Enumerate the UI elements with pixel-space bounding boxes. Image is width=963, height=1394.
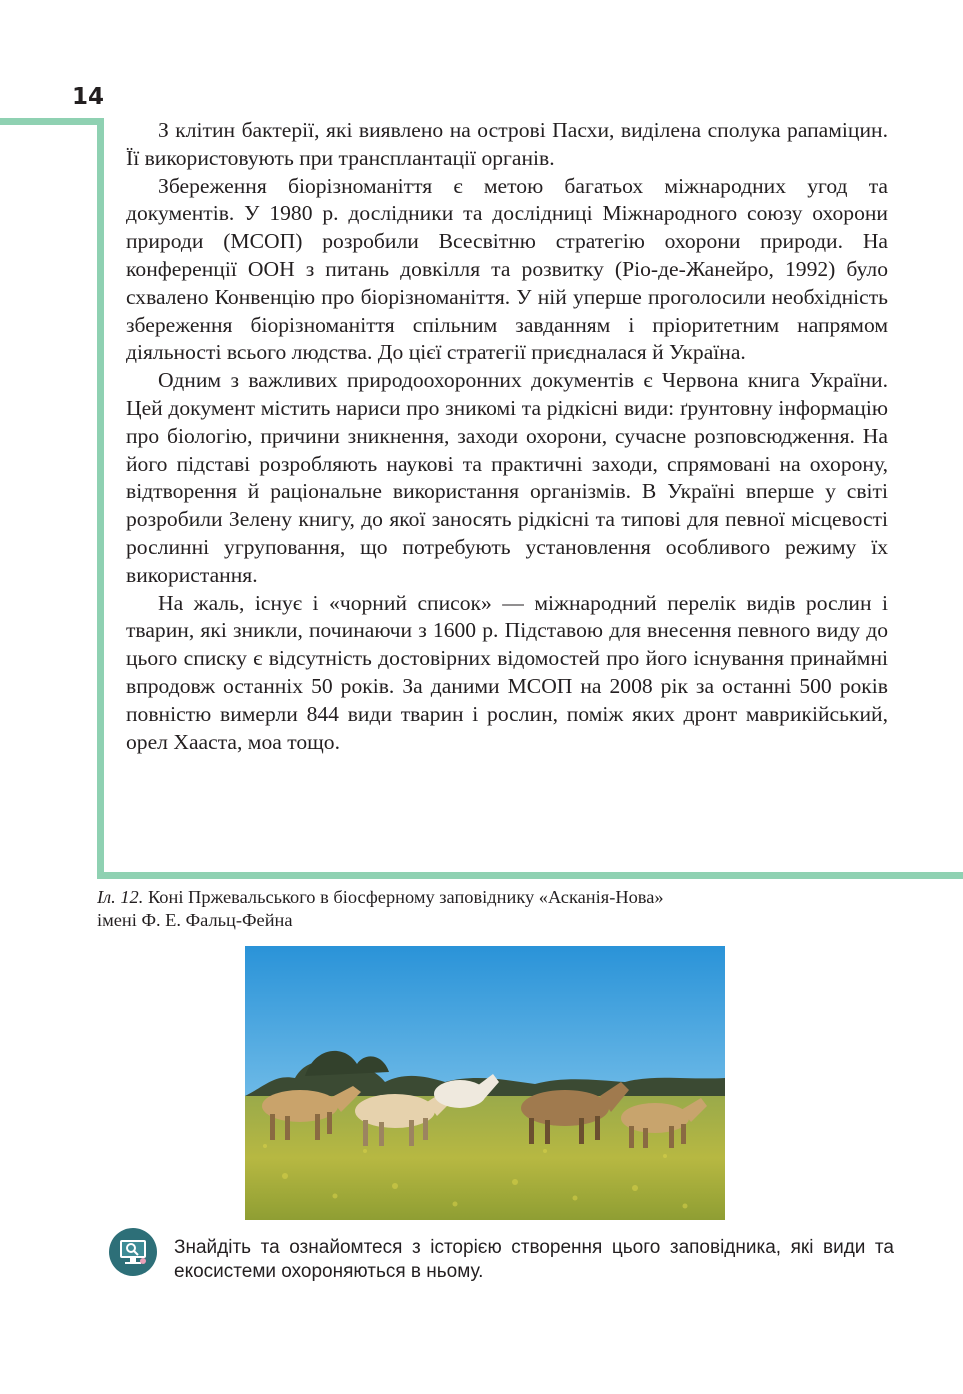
main-text [126, 117, 888, 756]
page-number: 14 [72, 84, 105, 110]
paragraph-conventions: Збереження біорізноманіття є метою багатьох міжнародних угод та документів. У 1980 р. дослідники та дослідниці Міжнародного союзу охорони природи (МСОП) розробили Всесвітню стратегію охорони природи. На конференції ООН з питань довкілля та розвитку (Ріо-де-Жанейро, 1992) було схвалено Конвенцію про біорізноманіття. У ній уперше проголосили необхідність збереження біорізноманіття спільним завданням і пріоритетним напрямом діяльності всього людства. До цієї стратегії приєдналася й Україна. [126, 173, 888, 365]
horses-photo [245, 946, 725, 1220]
frame-top-rule [0, 118, 104, 125]
figure-label: Іл. 12. [97, 887, 144, 907]
paragraph-black-list: На жаль, існує і «чорний список» — міжнародний перелік видів рослин і тварин, які зникли, починаючи з 1600 р. Підставою для внесення певного виду до цього списку є відсутність достовірних відомостей про його існування принаймні впродовж останніх 50 років. За даними МСОП на 2008 рік за останні 500 років повністю вимерли 844 види тварин і рослин, поміж яких дронт маврикійський, орел Хааста, моа тощо. [126, 590, 888, 754]
figure-caption-line2: імені Ф. Е. Фальц-Фейна [97, 910, 293, 930]
frame-left-rule [97, 118, 104, 879]
paragraph-red-book: Одним з важливих природоохоронних документів є Червона книга України. Цей документ містить нариси про зникомі та рідкісні види: ґрунтовну інформацію про біологію, причини зникнення, заходи охорони, сучасне розповсюдження. На його підставі розробляють наукові та практичні заходи, спрямовані на охорону, відтворення й раціональне використання організмів. В Україні вперше у світі розробили Зелену книгу, до якої заносять рідкісні та типові для певної місцевості рослинні угруповання, що потребують установлення особливого режиму їх використання. [126, 368, 888, 587]
figure-caption-line1: Коні Пржевальського в біосферному заповіднику «Асканія-Нова» [147, 887, 664, 907]
figure-caption [97, 886, 857, 932]
frame-bottom-rule [97, 872, 963, 879]
task-text: Знайдіть та ознайомтеся з історією створення цього заповідника, які види та екосистеми охороняються в ньому. [174, 1237, 894, 1282]
computer-search-icon [108, 1227, 158, 1277]
paragraph-rapamycin: З клітин бактерії, які виявлено на острові Пасхи, виділена сполука рапаміцин. Її використовують при трансплантації органів. [126, 118, 888, 170]
